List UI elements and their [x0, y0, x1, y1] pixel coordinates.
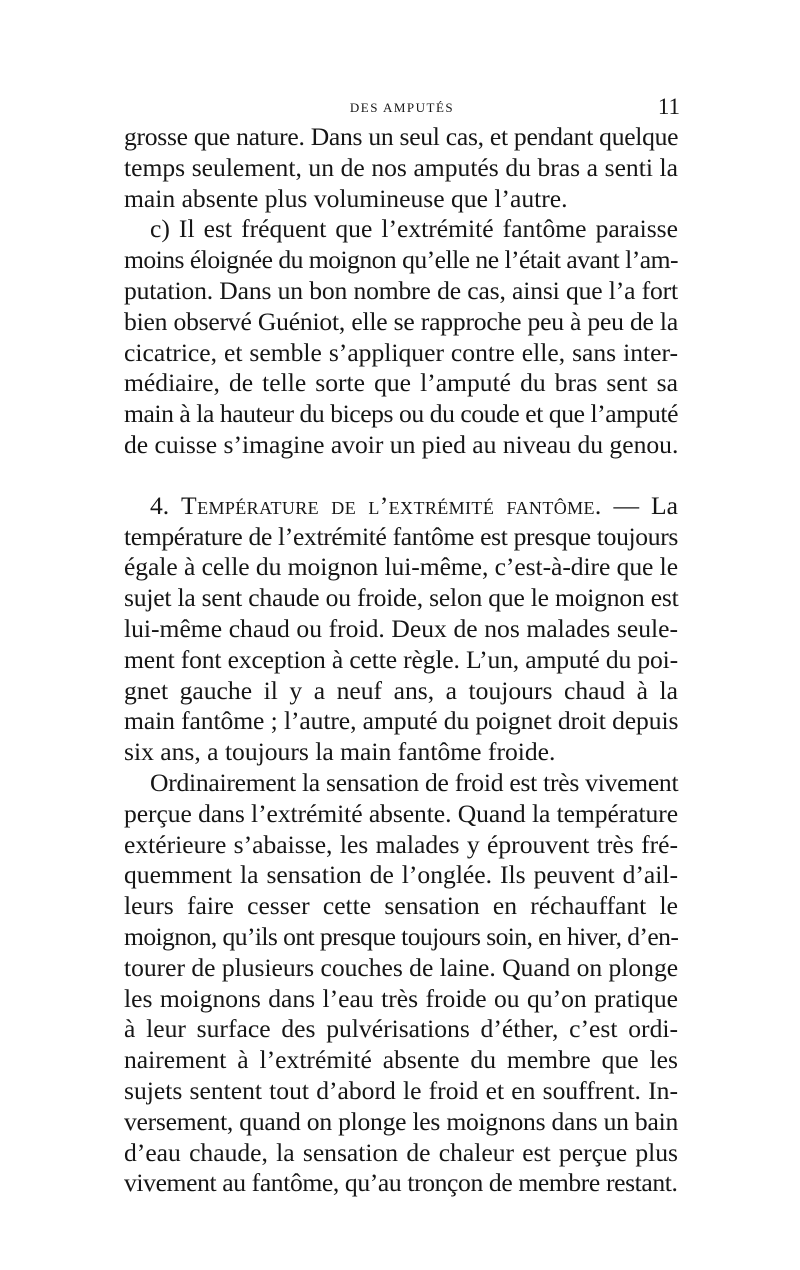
text-line: sujets sentent tout d’abord le froid et en souffrent. In- [124, 1075, 678, 1105]
section-number: 4. [150, 490, 170, 520]
text-line: main fantôme ; l’autre, amputé du poignet droit depuis [124, 706, 679, 736]
text-line: putation. Dans un bon nombre de cas, ainsi que l’a fort [124, 275, 678, 305]
text-line: versement, quand on plonge les moignons dans un bain [124, 1106, 678, 1136]
text-line: égale à celle du moignon lui-même, c’est-à-dire que le [124, 552, 678, 582]
text-line: nairement à l’extrémité absente du membre que les [124, 1045, 678, 1075]
text-line: c) Il est fréquent que l’extrémité fantôme paraisse [150, 214, 678, 244]
text-line: Ordinairement la sensation de froid est très vivement [150, 767, 679, 797]
section-4-paragraph [124, 491, 678, 768]
page-number: 11 [657, 94, 680, 119]
section-heading-dash: — La [613, 490, 678, 520]
text-line: leurs faire cesser cette sensation en réchauffant le [124, 891, 678, 921]
text-line: extérieure s’abaisse, les malades y éprouvent très fré- [124, 829, 678, 859]
paragraph-1 [124, 122, 678, 214]
text-line: température de l’extrémité fantôme est presque toujours [124, 521, 678, 551]
text-line: vivement au fantôme, qu’au tronçon de membre restant. [124, 1168, 678, 1198]
text-line: main à la hauteur du biceps ou du coude et que l’amputé [124, 399, 678, 429]
text-line: moins éloignée du moignon qu’elle ne l’était avant l’am- [124, 245, 678, 275]
text-line: grosse que nature. Dans un seul cas, et pendant quelque [124, 122, 679, 151]
text-line: les moignons dans l’eau très froide ou qu’on pratique [124, 983, 678, 1013]
body-text [124, 122, 678, 1199]
text-line: temps seulement, un de nos amputés du bras a senti la [124, 152, 678, 182]
text-line: six ans, a toujours la main fantôme froide. [124, 737, 556, 767]
text-line: bien observé Guéniot, elle se rapproche peu à peu de la [124, 306, 678, 336]
paragraph-4 [124, 768, 678, 1199]
text-line: lui-même chaud ou froid. Deux de nos malades seule- [124, 613, 678, 643]
running-head [122, 94, 682, 120]
text-line: sujet la sent chaude ou froide, selon que le moignon est [124, 583, 679, 613]
text-line: de cuisse s’imagine avoir un pied au niveau du genou. [124, 429, 679, 459]
text-line: tourer de plusieurs couches de laine. Quand on plonge [124, 952, 679, 982]
text-line: ment font exception à cette règle. L’un, amputé du poi- [124, 644, 678, 674]
text-line: perçue dans l’extrémité absente. Quand la température [124, 798, 678, 828]
text-line: quemment la sensation de l’onglée. Ils peuvent d’ail- [124, 860, 678, 890]
text-line: d’eau chaude, la sensation de chaleur est perçue plus [124, 1137, 678, 1167]
text-line: gnet gauche il y a neuf ans, a toujours chaud à la [124, 675, 678, 705]
text-line: main absente plus volumineuse que l’autre. [124, 183, 568, 213]
paragraph-2 [124, 214, 678, 460]
text-line: médiaire, de telle sorte que l’amputé du bras sent sa [124, 368, 678, 398]
section-heading: Température de l’extrémité fantôme. [181, 490, 602, 520]
section-heading-line [124, 491, 678, 522]
text-line: à leur surface des pulvérisations d’éther, c’est ordi- [124, 1014, 678, 1044]
text-line: cicatrice, et semble s’appliquer contre elle, sans inter- [124, 337, 678, 367]
running-title: DES AMPUTÉS [349, 100, 455, 115]
text-line: moignon, qu’ils ont presque toujours soin, en hiver, d’en- [124, 921, 679, 951]
